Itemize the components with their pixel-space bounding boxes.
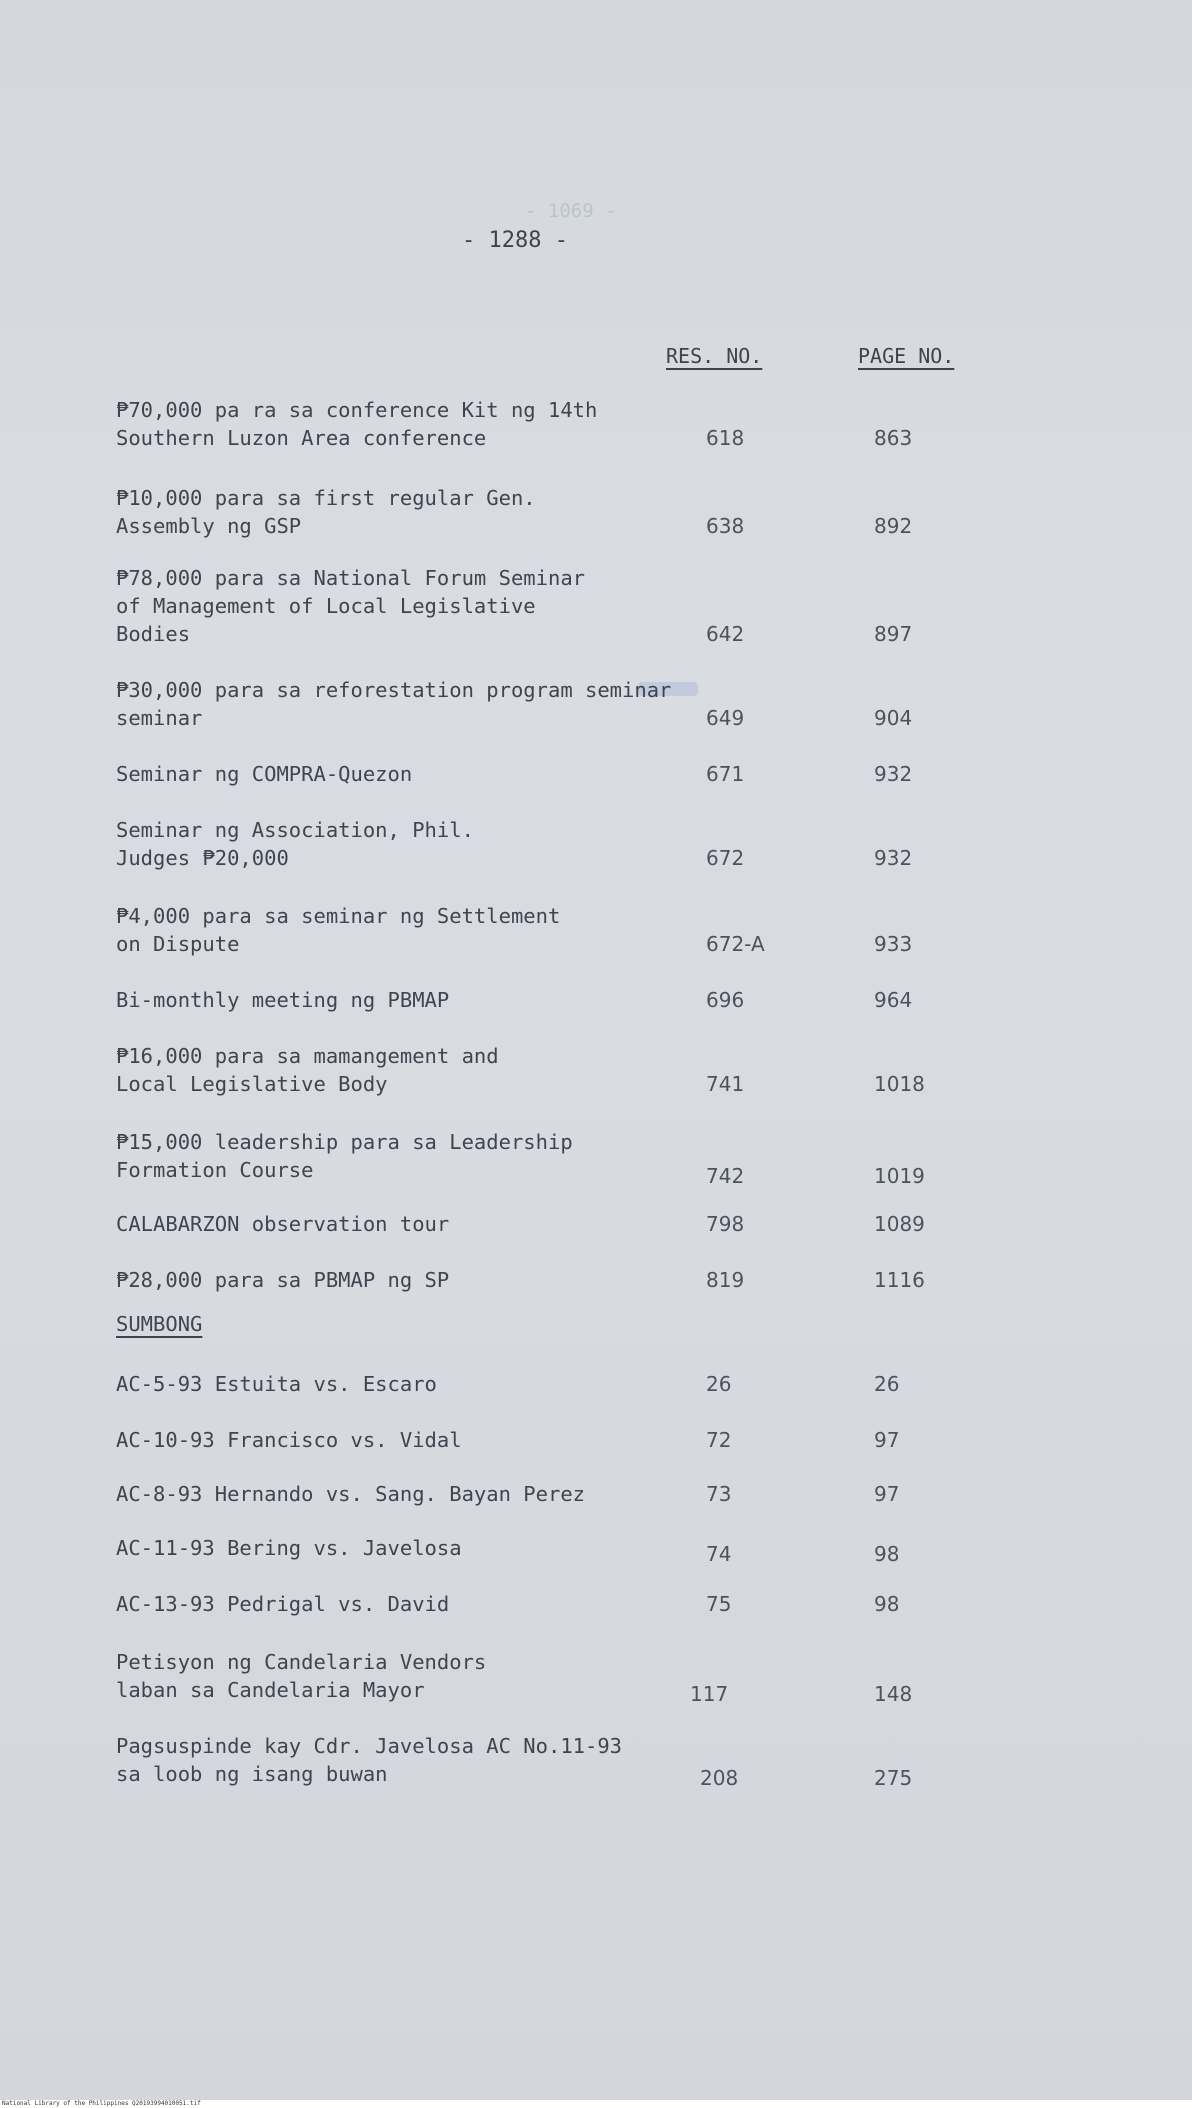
entry-res-no: 117: [690, 1682, 729, 1706]
entry-res-no: 672: [706, 846, 745, 870]
entry-page-no: 98: [874, 1592, 900, 1616]
entry-res-no: 672-A: [706, 932, 765, 956]
entry-description-line: ₱15,000 leadership para sa Leadership: [116, 1130, 573, 1154]
entry-description-line: ₱70,000 pa ra sa conference Kit ng 14th: [116, 398, 598, 422]
page-number: - 1288 -: [462, 228, 568, 253]
entry-description-line: seminar: [116, 706, 203, 730]
entry-description-line: Seminar ng COMPRA-Quezon: [116, 762, 413, 786]
entry-page-no: 932: [874, 762, 913, 786]
entry-description-line: AC-10-93 Francisco vs. Vidal: [116, 1428, 462, 1452]
entry-res-no: 819: [706, 1268, 745, 1292]
entry-page-no: 148: [874, 1682, 913, 1706]
entry-description-line: ₱30,000 para sa reforestation program seminar: [116, 678, 672, 702]
entry-description-line: ₱10,000 para sa first regular Gen.: [116, 486, 536, 510]
entry-res-no: 208: [700, 1766, 739, 1790]
entry-description-line: ₱16,000 para sa mamangement and: [116, 1044, 499, 1068]
entry-res-no: 26: [706, 1372, 732, 1396]
entry-description-line: CALABARZON observation tour: [116, 1212, 450, 1236]
entry-res-no: 72: [706, 1428, 732, 1452]
entry-description-line: on Dispute: [116, 932, 240, 956]
entry-description-line: Petisyon ng Candelaria Vendors: [116, 1650, 487, 1674]
section-heading-sumbong: SUMBONG: [116, 1312, 203, 1336]
page-no-column-header: PAGE NO.: [858, 344, 955, 368]
entry-page-no: 1019: [874, 1164, 925, 1188]
entry-res-no: 649: [706, 706, 745, 730]
entry-res-no: 798: [706, 1212, 745, 1236]
entry-description-line: AC-8-93 Hernando vs. Sang. Bayan Perez: [116, 1482, 585, 1506]
entry-page-no: 904: [874, 706, 913, 730]
entry-description-line: Formation Course: [116, 1158, 314, 1182]
entry-description-line: Bi-monthly meeting ng PBMAP: [116, 988, 450, 1012]
entry-description-line: laban sa Candelaria Mayor: [116, 1678, 425, 1702]
entry-description-line: AC-13-93 Pedrigal vs. David: [116, 1592, 450, 1616]
entry-page-no: 1018: [874, 1072, 925, 1096]
entry-page-no: 97: [874, 1482, 900, 1506]
entry-description-line: of Management of Local Legislative: [116, 594, 536, 618]
entry-page-no: 933: [874, 932, 913, 956]
entry-page-no: 1116: [874, 1268, 925, 1292]
entry-description-line: Seminar ng Association, Phil.: [116, 818, 474, 842]
entry-description-line: Pagsuspinde kay Cdr. Javelosa AC No.11-93: [116, 1734, 623, 1758]
entry-description-line: AC-11-93 Bering vs. Javelosa: [116, 1536, 462, 1560]
entry-res-no: 618: [706, 426, 745, 450]
show-through-text: - 1069 -: [525, 200, 617, 222]
entry-description-line: Assembly ng GSP: [116, 514, 302, 538]
entry-page-no: 98: [874, 1542, 900, 1566]
entry-description-line: Judges ₱20,000: [116, 846, 289, 870]
entry-description-line: ₱78,000 para sa National Forum Seminar: [116, 566, 585, 590]
entry-res-no: 74: [706, 1542, 732, 1566]
entry-res-no: 73: [706, 1482, 732, 1506]
entry-description-line: Southern Luzon Area conference: [116, 426, 487, 450]
entry-description-line: sa loob ng isang buwan: [116, 1762, 388, 1786]
entry-page-no: 932: [874, 846, 913, 870]
res-no-column-header: RES. NO.: [666, 344, 763, 368]
entry-res-no: 741: [706, 1072, 745, 1096]
entry-description-line: ₱4,000 para sa seminar ng Settlement: [116, 904, 561, 928]
entry-page-no: 1089: [874, 1212, 925, 1236]
entry-page-no: 275: [874, 1766, 913, 1790]
entry-res-no: 742: [706, 1164, 745, 1188]
entry-description-line: ₱28,000 para sa PBMAP ng SP: [116, 1268, 450, 1292]
entry-page-no: 863: [874, 426, 913, 450]
entry-page-no: 897: [874, 622, 913, 646]
entry-description-line: Local Legislative Body: [116, 1072, 388, 1096]
entry-description-line: AC-5-93 Estuita vs. Escaro: [116, 1372, 437, 1396]
entry-description-line: Bodies: [116, 622, 191, 646]
entry-res-no: 75: [706, 1592, 732, 1616]
entry-page-no: 892: [874, 514, 913, 538]
entry-res-no: 638: [706, 514, 745, 538]
entry-res-no: 671: [706, 762, 745, 786]
entry-page-no: 964: [874, 988, 913, 1012]
entry-res-no: 642: [706, 622, 745, 646]
entry-res-no: 696: [706, 988, 745, 1012]
entry-page-no: 97: [874, 1428, 900, 1452]
entry-page-no: 26: [874, 1372, 900, 1396]
archive-footer: National Library of the Philippines Q20193994010051.tif: [0, 2100, 1192, 2108]
